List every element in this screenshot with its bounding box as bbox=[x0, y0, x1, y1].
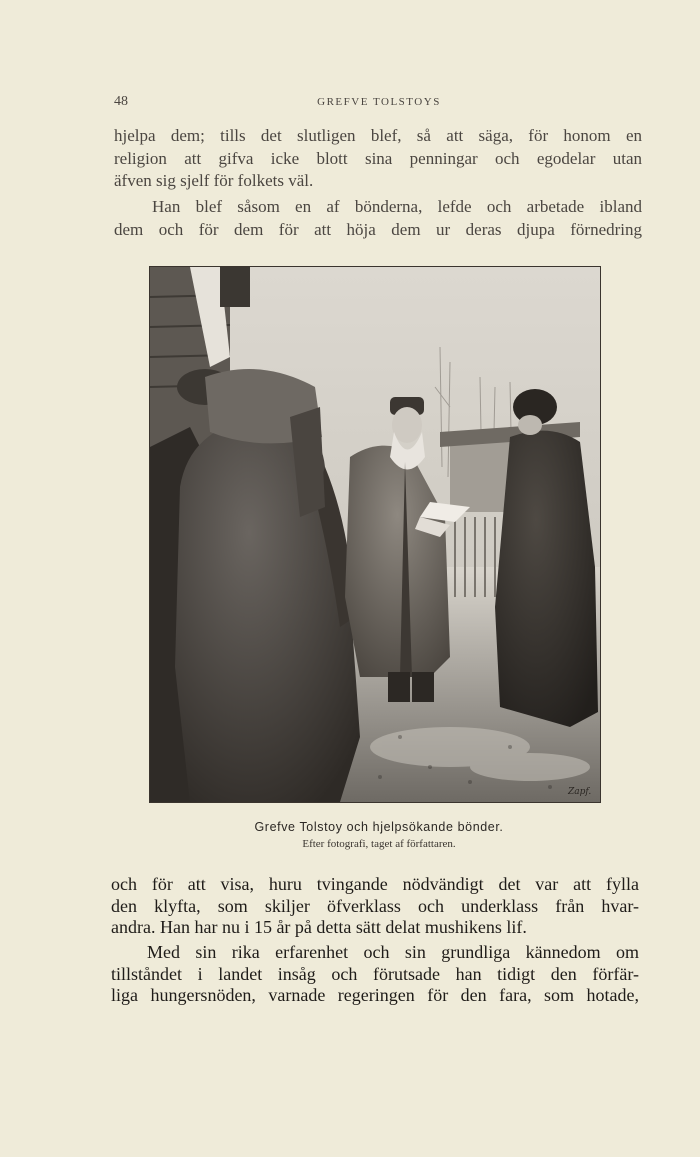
paragraph bbox=[111, 942, 639, 1007]
text-line: äfven sig sjelf för folkets väl. bbox=[114, 171, 314, 190]
text-line: och för att visa, huru tvingande nödvändigt det var att fylla bbox=[111, 874, 639, 894]
text-line: hjelpa dem; tills det slutligen blef, så att säga, för honom en bbox=[114, 126, 642, 145]
paragraph bbox=[111, 874, 639, 939]
text-line: religion att gifva icke blott sina penningar och egodelar utan bbox=[114, 148, 642, 168]
page-header bbox=[114, 94, 644, 114]
paragraph bbox=[114, 125, 642, 193]
text-line: liga hungersnöden, varnade regeringen för den fara, som hotade, bbox=[111, 985, 639, 1005]
text-line: Med sin rika erfarenhet och sin grundliga kännedom om bbox=[147, 942, 639, 962]
text-line: Han blef såsom en af bönderna, lefde och arbetade ibland bbox=[152, 197, 642, 216]
photo-illustration bbox=[150, 267, 600, 802]
running-title: GREFVE TOLSTOYS bbox=[317, 96, 441, 108]
text-line: andra. Han har nu i 15 år på detta sätt delat mushikens lif. bbox=[111, 917, 527, 937]
figure-credit: Efter fotografi, taget af författaren. bbox=[302, 838, 456, 850]
text-line: dem och för dem för att höja dem ur deras djupa förnedring bbox=[114, 219, 642, 239]
figure-caption: Grefve Tolstoy och hjelpsökande bönder. bbox=[254, 820, 504, 834]
engraver-signature: Zapf. bbox=[568, 787, 592, 797]
paragraph bbox=[114, 196, 642, 241]
text-line: den klyfta, som skiljer öfverklass och underklass från hvar- bbox=[111, 895, 639, 916]
text-line: tillståndet i landet insåg och förutsade han tidigt den förfär- bbox=[111, 963, 639, 984]
page-number: 48 bbox=[114, 94, 128, 109]
photograph bbox=[149, 266, 601, 803]
